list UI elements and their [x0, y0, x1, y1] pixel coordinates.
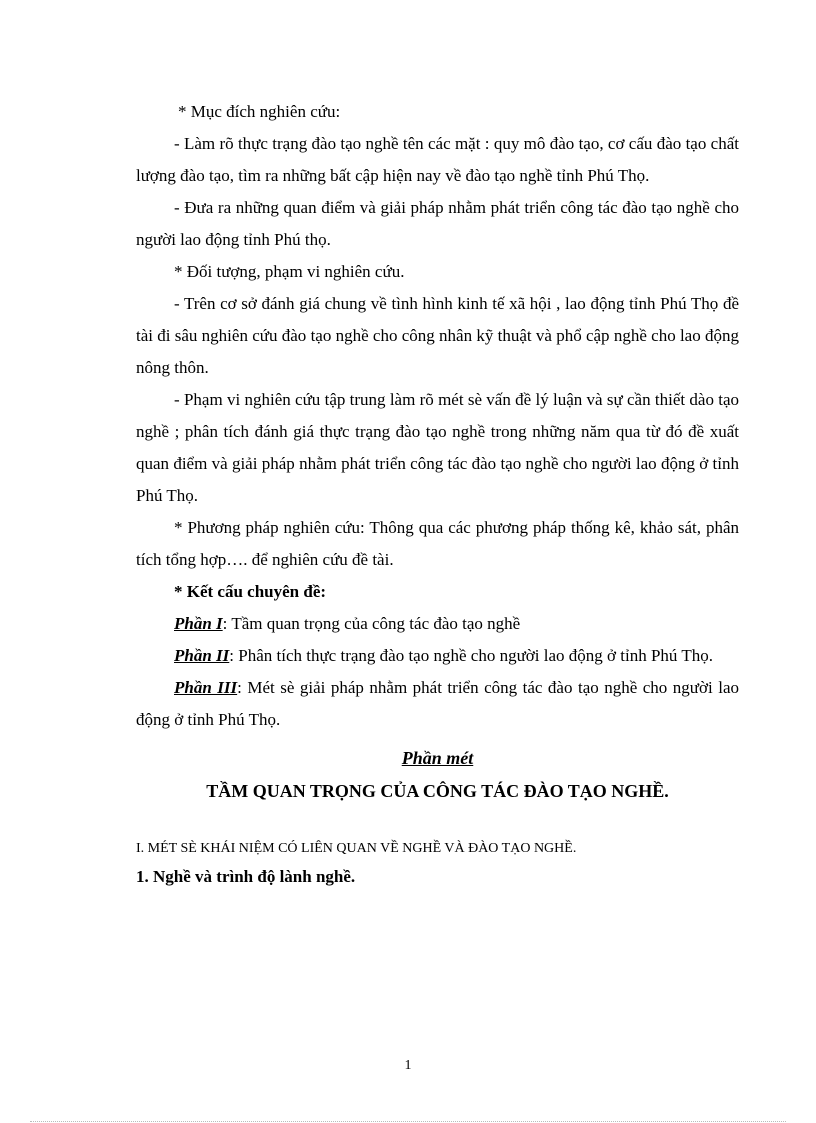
subsection-heading: 1. Nghề và trình độ lành nghề. — [136, 867, 356, 886]
part-1-label: Phần I — [174, 614, 223, 633]
part-2-line — [136, 640, 739, 672]
part-3-line — [136, 672, 739, 736]
part-heading — [136, 742, 739, 774]
page-break-divider — [30, 1121, 786, 1122]
scope-heading: * Đối tượng, phạm vi nghiên cứu. — [174, 262, 405, 281]
purpose-item-2: - Đưa ra những quan điểm và giải pháp nhằm phát triển công tác đào tạo nghề cho người lao động tỉnh Phú thọ. — [136, 198, 739, 249]
part-1-text: : Tầm quan trọng của công tác đào tạo nghề — [222, 614, 521, 633]
part-2-text: : Phân tích thực trạng đào tạo nghề cho người lao động ở tỉnh Phú Thọ. — [229, 646, 713, 665]
scope-item-1: - Trên cơ sở đánh giá chung về tình hình kinh tế xã hội , lao động tỉnh Phú Thọ đề tài đi sâu nghiên cứu đào tạo nghề cho công nhân kỹ thuật và phổ cập nghề cho lao động nông thôn. — [136, 294, 739, 377]
part-1-line — [136, 608, 739, 640]
section-heading: I. MÉT SÈ KHÁI NIỆM CÓ LIÊN QUAN VỀ NGHỀ VÀ ĐÀO TẠO NGHỀ. — [136, 841, 577, 856]
purpose-heading: * Mục đích nghiên cứu: — [178, 102, 341, 121]
part-3-text: : Mét sè giải pháp nhằm phát triển công tác đào tạo nghề cho người lao động ở tỉnh Phú Thọ. — [136, 678, 739, 729]
structure-heading: * Kết cấu chuyên đề: — [174, 582, 327, 601]
document-page — [136, 96, 739, 892]
part-title: TẦM QUAN TRỌNG CỦA CÔNG TÁC ĐÀO TẠO NGHỀ. — [206, 781, 669, 801]
scope-item-2: - Phạm vi nghiên cứu tập trung làm rõ mét sè vấn đề lý luận và sự cần thiết dào tạo nghề ; phân tích đánh giá thực trạng đào tạo nghề trong những năm qua từ đó đề xuất quan điểm và giải pháp nhằm phát triển công tác đào tạo nghề cho người lao động ở tỉnh Phú Thọ. — [136, 390, 739, 505]
part-3-label: Phần III — [174, 678, 238, 697]
part-2-label: Phần II — [174, 646, 230, 665]
method-paragraph: * Phương pháp nghiên cứu: Thông qua các phương pháp thống kê, khảo sát, phân tích tổng hợp…. để nghiên cứu đề tài. — [136, 518, 739, 569]
part-heading-label: Phần mét — [401, 748, 474, 768]
purpose-item-1: - Làm rõ thực trạng đào tạo nghề tên các mặt : quy mô đào tạo, cơ cấu đào tạo chất lượng đào tạo, tìm ra những bất cập hiện nay về đào tạo nghề tỉnh Phú Thọ. — [136, 134, 739, 185]
page-number: 1 — [404, 1058, 412, 1073]
